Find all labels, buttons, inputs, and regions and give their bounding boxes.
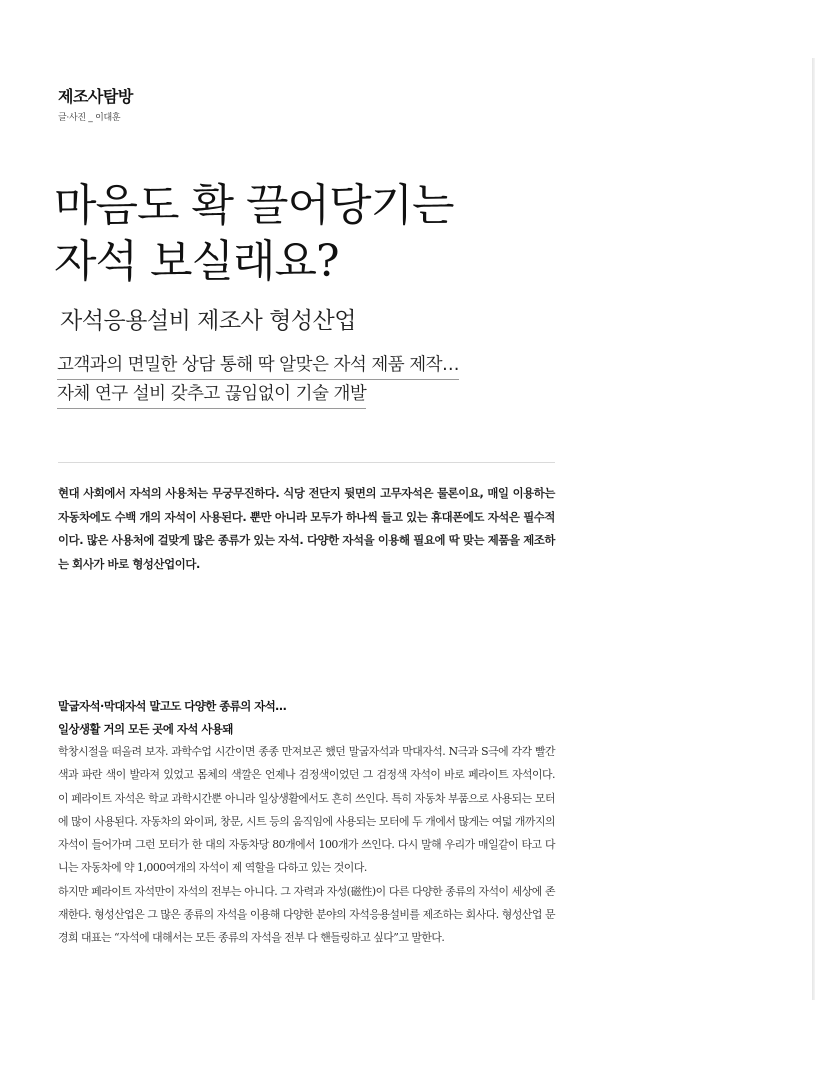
divider [58, 462, 555, 463]
headline-line-1: 마음도 확 끌어당기는 [54, 180, 454, 231]
section-subhead-2: 일상생활 거의 모든 곳에 자석 사용돼 [58, 722, 233, 736]
summary-line-2: 자체 연구 설비 갖추고 끊임없이 기술 개발 [57, 382, 366, 409]
headline [54, 178, 614, 290]
summary [57, 353, 459, 411]
body-paragraph-1: 학창시절을 떠올려 보자. 과학수업 시간이면 종종 만져보곤 했던 말굽자석과 막대자석. N극과 S극에 각각 빨간 색과 파란 색이 발라져 있었고 몸체의 색깔은 언제나 검정색이었던 그 검정색 자석이 바로 페라이트 자석이다. 이 페라이트 자석은 학교 과학시간뿐 아니라 일상생활에서도 흔히 쓰인다. 특히 자동차 부품으로 사용되는 모터에 많이 사용된다. 자동차의 와이퍼, 창문, 시트 등의 움직임에 사용되는 모터에 두 개에서 많게는 여덟 개까지의 자석이 들어가며 그런 모터가 한 대의 자동차당 80개에서 100개가 쓰인다. 다시 말해 우리가 매일같이 타고 다니는 자동차에 약 1,000여개의 자석이 제 역할을 다하고 있는 것이다. [58, 745, 555, 875]
body-paragraph-2: 하지만 페라이트 자석만이 자석의 전부는 아니다. 그 자력과 자성(磁性)이 다른 다양한 종류의 자석이 세상에 존재한다. 형성산업은 그 많은 종류의 자석을 이용해 다양한 분야의 자석응용설비를 제조하는 회사다. 형성산업 문경희 대표는 “자석에 대해서는 모든 종류의 자석을 전부 다 핸들링하고 싶다”고 말한다. [58, 884, 555, 945]
body-text [58, 740, 555, 950]
section-title: 제조사탐방 [58, 87, 133, 106]
lead-paragraph: 현대 사회에서 자석의 사용처는 무궁무진하다. 식당 전단지 뒷면의 고무자석은 물론이요, 매일 이용하는 자동차에도 수백 개의 자석이 사용된다. 뿐만 아니라 모두가 하나씩 들고 있는 휴대폰에도 자석은 필수적이다. 많은 사용처에 걸맞게 많은 종류가 있는 자석. 다양한 자석을 이용해 필요에 딱 맞는 제품을 제조하는 회사가 바로 형성산업이다. [58, 486, 555, 571]
subheadline: 자석응용설비 제조사 형성산업 [60, 308, 356, 334]
headline-line-2: 자석 보실래요? [54, 236, 339, 287]
section-subhead-1: 말굽자석·막대자석 말고도 다양한 종류의 자석… [58, 699, 287, 713]
summary-line-1: 고객과의 면밀한 상담 통해 딱 알맞은 자석 제품 제작… [57, 353, 459, 380]
byline: 글·사진 _ 이대훈 [58, 113, 121, 123]
page-edge-shadow [812, 58, 815, 1000]
